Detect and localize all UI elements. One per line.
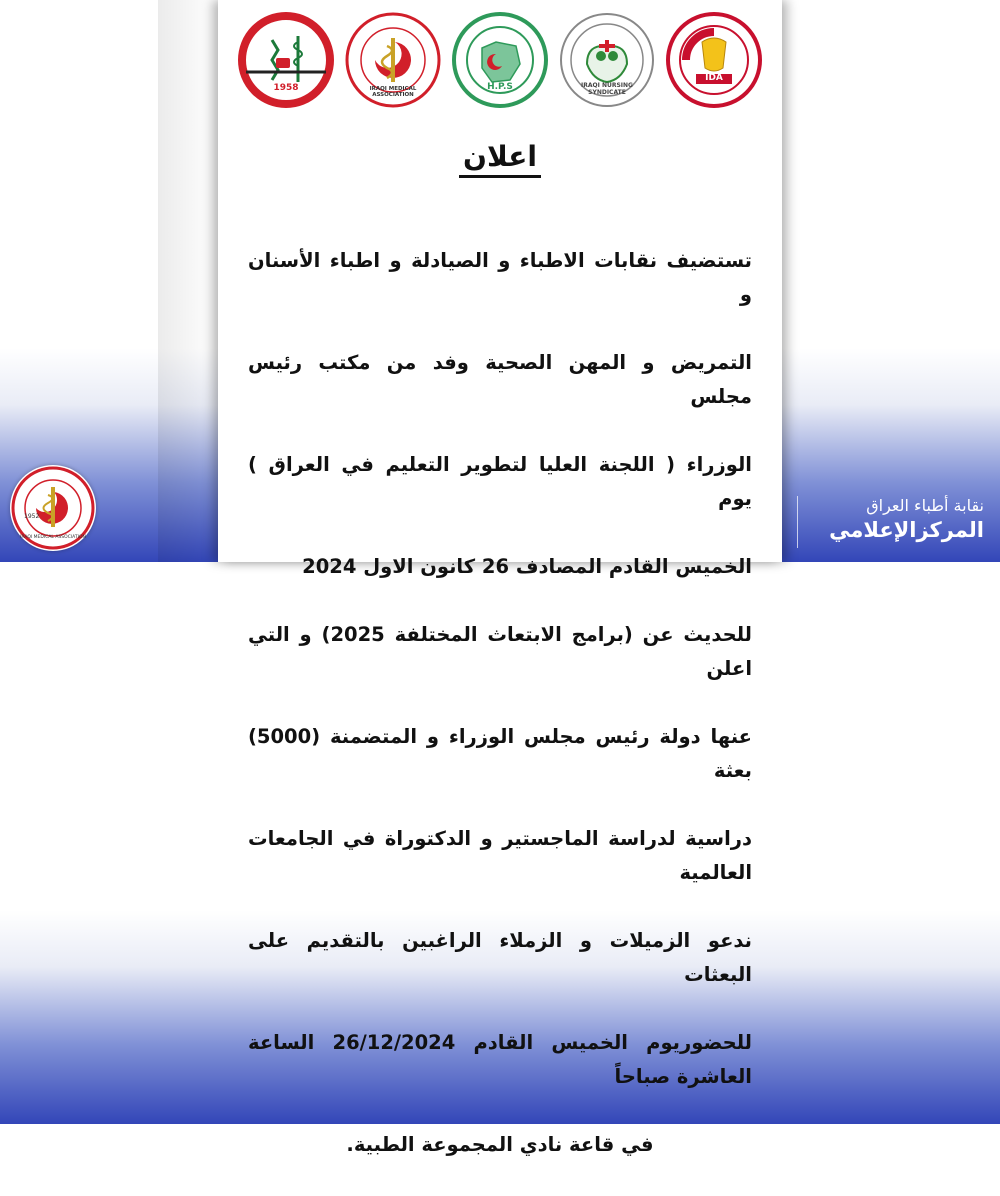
left-shade [158,0,218,562]
announcement-line: في قاعة نادي المجموعة الطبية. [346,1133,654,1156]
announcement-line: ندعو الزميلات و الزملاء الراغبين بالتقديم على البعثات [248,929,752,986]
dental-association-logo [666,12,762,108]
announcement-line: الخميس القادم المصادف 26 كانون الاول 2024 [302,555,752,578]
badge-year: 1952 [24,513,40,520]
announcement-line: تستضيف نقابات الاطباء و الصيادلة و اطباء الأسنان و [248,249,752,306]
announcement-line: الوزراء ( اللجنة العليا لتطوير التعليم في العراق ) يوم [248,453,752,510]
nursing-syndicate-logo [559,12,655,108]
org-name: نقابة أطباء العراق [866,496,984,515]
announcement-line: دراسية لدراسة الماجستير و الدكتوراة في الجامعات العالمية [248,827,752,884]
medical-logo-caption: IRAQI MEDICAL ASSOCIATION [369,85,417,98]
nursing-logo-caption: IRAQI NURSING SYNDICATE [581,82,633,96]
medical-association-logo [345,12,441,108]
announcement-card [218,0,782,1156]
dental-logo-caption: IDA [705,73,723,84]
pharmacists-logo-caption: 1958 [273,83,299,94]
announcement-line: عنها دولة رئيس مجلس الوزراء و المتضمنة (5000) بعثة [248,725,752,782]
announcement-line: للحديث عن (برامج الابتعاث المختلفة 2025) و التي اعلن [248,623,752,680]
logo-row [238,10,762,110]
announcement-title [218,140,782,173]
pharmacists-syndicate-logo [238,12,334,108]
announcement-body [248,210,752,1196]
brand-divider [797,496,798,548]
health-professions-logo [452,12,548,108]
association-badge [10,465,96,551]
badge-caption: IRAQI MEDICAL ASSOCIATION [20,535,86,540]
announcement-title-text: اعلان [459,140,541,178]
media-center-brand [829,496,984,544]
department-name: المركزالإعلامي [829,518,984,542]
announcement-line: للحضوريوم الخميس القادم 26/12/2024 الساعة العاشرة صباحاً [248,1031,752,1088]
announcement-line: التمريض و المهن الصحية وفد من مكتب رئيس مجلس [248,351,752,408]
hps-logo-caption: H.P.S [487,82,513,93]
